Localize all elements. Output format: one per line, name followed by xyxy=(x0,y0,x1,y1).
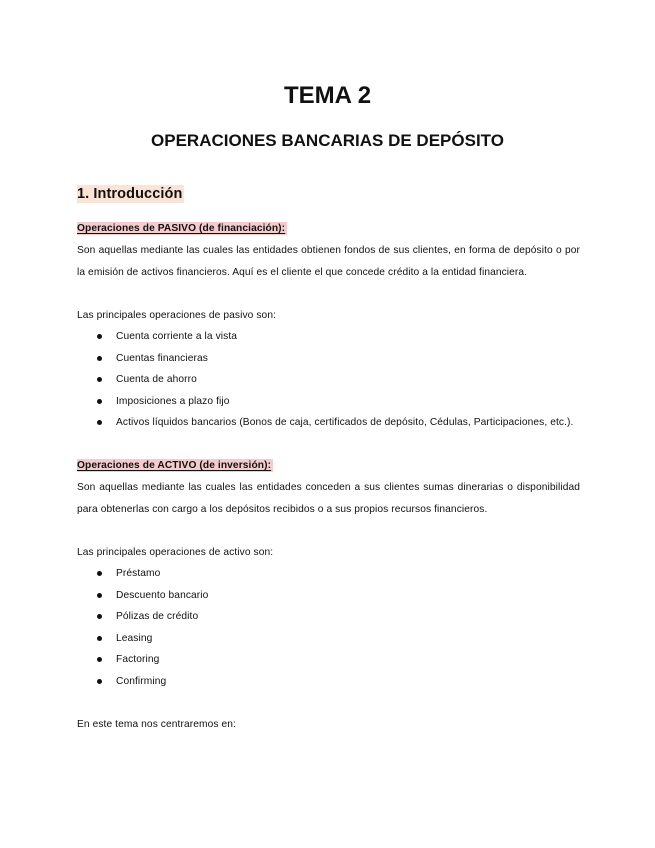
list-item xyxy=(77,606,580,628)
bullet-icon xyxy=(97,614,102,619)
list-item-text: Cuentas financieras xyxy=(116,352,208,364)
list-item-text: Cuenta de ahorro xyxy=(116,374,197,385)
document-body xyxy=(77,183,580,735)
spacer xyxy=(77,283,580,305)
activo-list xyxy=(77,563,580,692)
bullet-icon xyxy=(97,593,102,598)
spacer xyxy=(77,434,580,456)
spacer xyxy=(77,520,580,542)
list-item-text: Préstamo xyxy=(116,568,161,579)
bullet-icon xyxy=(97,356,102,361)
activo-heading xyxy=(77,455,580,477)
section-heading-introduccion xyxy=(77,183,580,205)
list-item-text: Factoring xyxy=(116,654,160,665)
list-item xyxy=(77,369,580,391)
list-item xyxy=(77,326,580,348)
pasivo-heading-text: Operaciones de PASIVO (de financiación): xyxy=(77,223,286,234)
list-item-text: Cuenta corriente a la vista xyxy=(116,331,238,342)
bullet-icon xyxy=(97,679,102,684)
list-item-text: Descuento bancario xyxy=(116,589,209,601)
list-item xyxy=(77,671,580,693)
bullet-icon xyxy=(97,636,102,641)
pasivo-list xyxy=(77,326,580,434)
pasivo-heading xyxy=(77,218,580,240)
activo-description: Son aquellas mediante las cuales las entidades conceden a sus clientes sumas dinerarias o disponibilidad para obtenerlas con cargo a los depósitos recibidos o a sus propios recursos financieros. xyxy=(77,482,580,515)
bullet-icon xyxy=(97,334,102,339)
list-item xyxy=(77,348,580,370)
list-item-text: Imposiciones a plazo fijo xyxy=(116,395,230,407)
bullet-icon xyxy=(97,571,102,576)
document-title: TEMA 2 xyxy=(283,82,372,109)
activo-list-intro: Las principales operaciones de activo son: xyxy=(77,546,274,558)
section-heading-text: 1. Introducción xyxy=(77,186,183,202)
list-item-text: Activos líquidos bancarios (Bonos de caja, certificados de depósito, Cédulas, Participaciones, etc.). xyxy=(116,417,574,428)
closing-text: En este tema nos centraremos en: xyxy=(77,718,236,730)
list-item xyxy=(77,412,580,434)
bullet-icon xyxy=(97,399,102,404)
spacer xyxy=(77,692,580,714)
list-item-text: Leasing xyxy=(116,632,153,644)
list-item xyxy=(77,628,580,650)
pasivo-description: Son aquellas mediante las cuales las entidades obtienen fondos de sus clientes, en forma de depósito o por la emisión de activos financieros. Aquí es el cliente el que concede crédito a la entidad financiera. xyxy=(77,245,580,278)
list-item-text: Pólizas de crédito xyxy=(116,611,199,622)
list-item xyxy=(77,649,580,671)
list-item xyxy=(77,563,580,585)
bullet-icon xyxy=(97,420,102,425)
bullet-icon xyxy=(97,377,102,382)
document-subtitle: OPERACIONES BANCARIAS DE DEPÓSITO xyxy=(151,131,504,150)
activo-heading-text: Operaciones de ACTIVO (de inversión): xyxy=(77,460,272,471)
list-item xyxy=(77,585,580,607)
list-item xyxy=(77,391,580,413)
bullet-icon xyxy=(97,657,102,662)
list-item-text: Confirming xyxy=(116,675,167,687)
pasivo-list-intro: Las principales operaciones de pasivo son: xyxy=(77,309,277,321)
